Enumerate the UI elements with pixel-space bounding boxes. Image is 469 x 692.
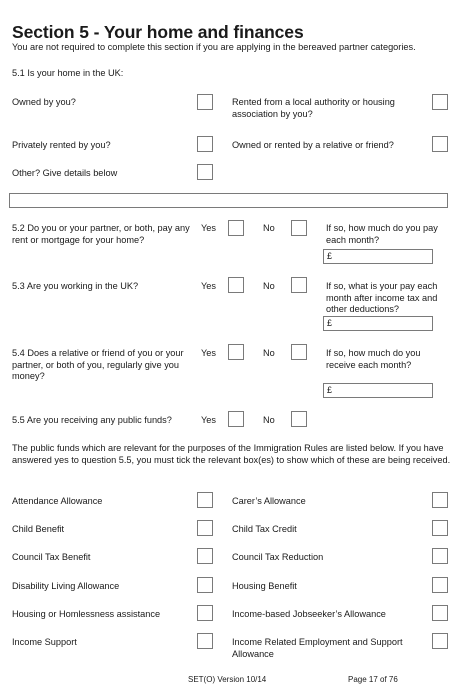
q54-no-label: No <box>263 348 275 358</box>
q54-follow-up: If so, how much do you receive each month? <box>326 348 421 370</box>
q52-yes-checkbox[interactable] <box>228 220 244 236</box>
fund-checkbox-right[interactable] <box>432 605 448 621</box>
section-intro: You are not required to complete this section if you are applying in the bereaved partner categories. <box>12 42 416 52</box>
q52-yes-label: Yes <box>201 223 216 233</box>
q53-amount-field[interactable]: £ <box>323 316 433 331</box>
owned-checkbox[interactable] <box>197 94 213 110</box>
question-5-5: 5.5 Are you receiving any public funds? <box>12 415 172 425</box>
fund-checkbox-left[interactable] <box>197 577 213 593</box>
q53-no-label: No <box>263 281 275 291</box>
fund-label-left: Disability Living Allowance <box>12 581 120 591</box>
owned-label: Owned by you? <box>12 97 76 107</box>
public-funds-intro: The public funds which are relevant for the purposes of the Immigration Rules are listed below. If you have answered yes to question 5.5, you must tick the relevant box(es) to show which of these are being received. <box>12 443 451 465</box>
q52-amount-field[interactable]: £ <box>323 249 433 264</box>
question-5-2: 5.2 Do you or your partner, or both, pay any rent or mortgage for your home? <box>12 223 190 245</box>
fund-label-right: Income Related Employment and Support Allowance <box>232 637 403 659</box>
page-title: Section 5 - Your home and finances <box>12 22 304 42</box>
q55-yes-label: Yes <box>201 415 216 425</box>
question-5-1: 5.1 Is your home in the UK: <box>12 68 124 78</box>
other-label: Other? Give details below <box>12 168 118 178</box>
fund-label-right: Child Tax Credit <box>232 524 297 534</box>
fund-checkbox-right[interactable] <box>432 633 448 649</box>
other-checkbox[interactable] <box>197 164 213 180</box>
fund-label-left: Attendance Allowance <box>12 496 103 506</box>
q52-no-label: No <box>263 223 275 233</box>
rented-la-checkbox[interactable] <box>432 94 448 110</box>
q55-no-checkbox[interactable] <box>291 411 307 427</box>
fund-label-right: Carer’s Allowance <box>232 496 306 506</box>
private-label: Privately rented by you? <box>12 140 111 150</box>
fund-checkbox-left[interactable] <box>197 520 213 536</box>
footer-version: SET(O) Version 10/14 <box>188 675 267 684</box>
q55-no-label: No <box>263 415 275 425</box>
fund-checkbox-right[interactable] <box>432 520 448 536</box>
fund-label-right: Council Tax Reduction <box>232 552 324 562</box>
fund-label-left: Housing or Homlessness assistance <box>12 609 161 619</box>
q54-amount-field[interactable]: £ <box>323 383 433 398</box>
rented-la-label: Rented from a local authority or housing association by you? <box>232 97 395 119</box>
q53-no-checkbox[interactable] <box>291 277 307 293</box>
fund-label-right: Housing Benefit <box>232 581 297 591</box>
q52-follow-up: If so, how much do you pay each month? <box>326 223 438 245</box>
fund-checkbox-left[interactable] <box>197 548 213 564</box>
question-5-4: 5.4 Does a relative or friend of you or your partner, or both of you, regularly give you money? <box>12 348 184 381</box>
fund-checkbox-right[interactable] <box>432 548 448 564</box>
relative-label: Owned or rented by a relative or friend? <box>232 140 394 150</box>
footer-page-number: Page 17 of 76 <box>348 675 398 684</box>
fund-checkbox-left[interactable] <box>197 492 213 508</box>
q54-yes-label: Yes <box>201 348 216 358</box>
fund-checkbox-left[interactable] <box>197 605 213 621</box>
q55-yes-checkbox[interactable] <box>228 411 244 427</box>
fund-checkbox-right[interactable] <box>432 492 448 508</box>
private-checkbox[interactable] <box>197 136 213 152</box>
q53-follow-up: If so, what is your pay each month after income tax and other deductions? <box>326 281 438 314</box>
question-5-3: 5.3 Are you working in the UK? <box>12 281 139 291</box>
relative-checkbox[interactable] <box>432 136 448 152</box>
other-details-field[interactable] <box>9 193 448 208</box>
fund-label-left: Income Support <box>12 637 77 647</box>
fund-checkbox-left[interactable] <box>197 633 213 649</box>
q53-yes-checkbox[interactable] <box>228 277 244 293</box>
q53-yes-label: Yes <box>201 281 216 291</box>
q54-yes-checkbox[interactable] <box>228 344 244 360</box>
q52-no-checkbox[interactable] <box>291 220 307 236</box>
q54-no-checkbox[interactable] <box>291 344 307 360</box>
fund-label-left: Child Benefit <box>12 524 65 534</box>
fund-checkbox-right[interactable] <box>432 577 448 593</box>
fund-label-left: Council Tax Benefit <box>12 552 91 562</box>
fund-label-right: Income-based Jobseeker’s Allowance <box>232 609 386 619</box>
